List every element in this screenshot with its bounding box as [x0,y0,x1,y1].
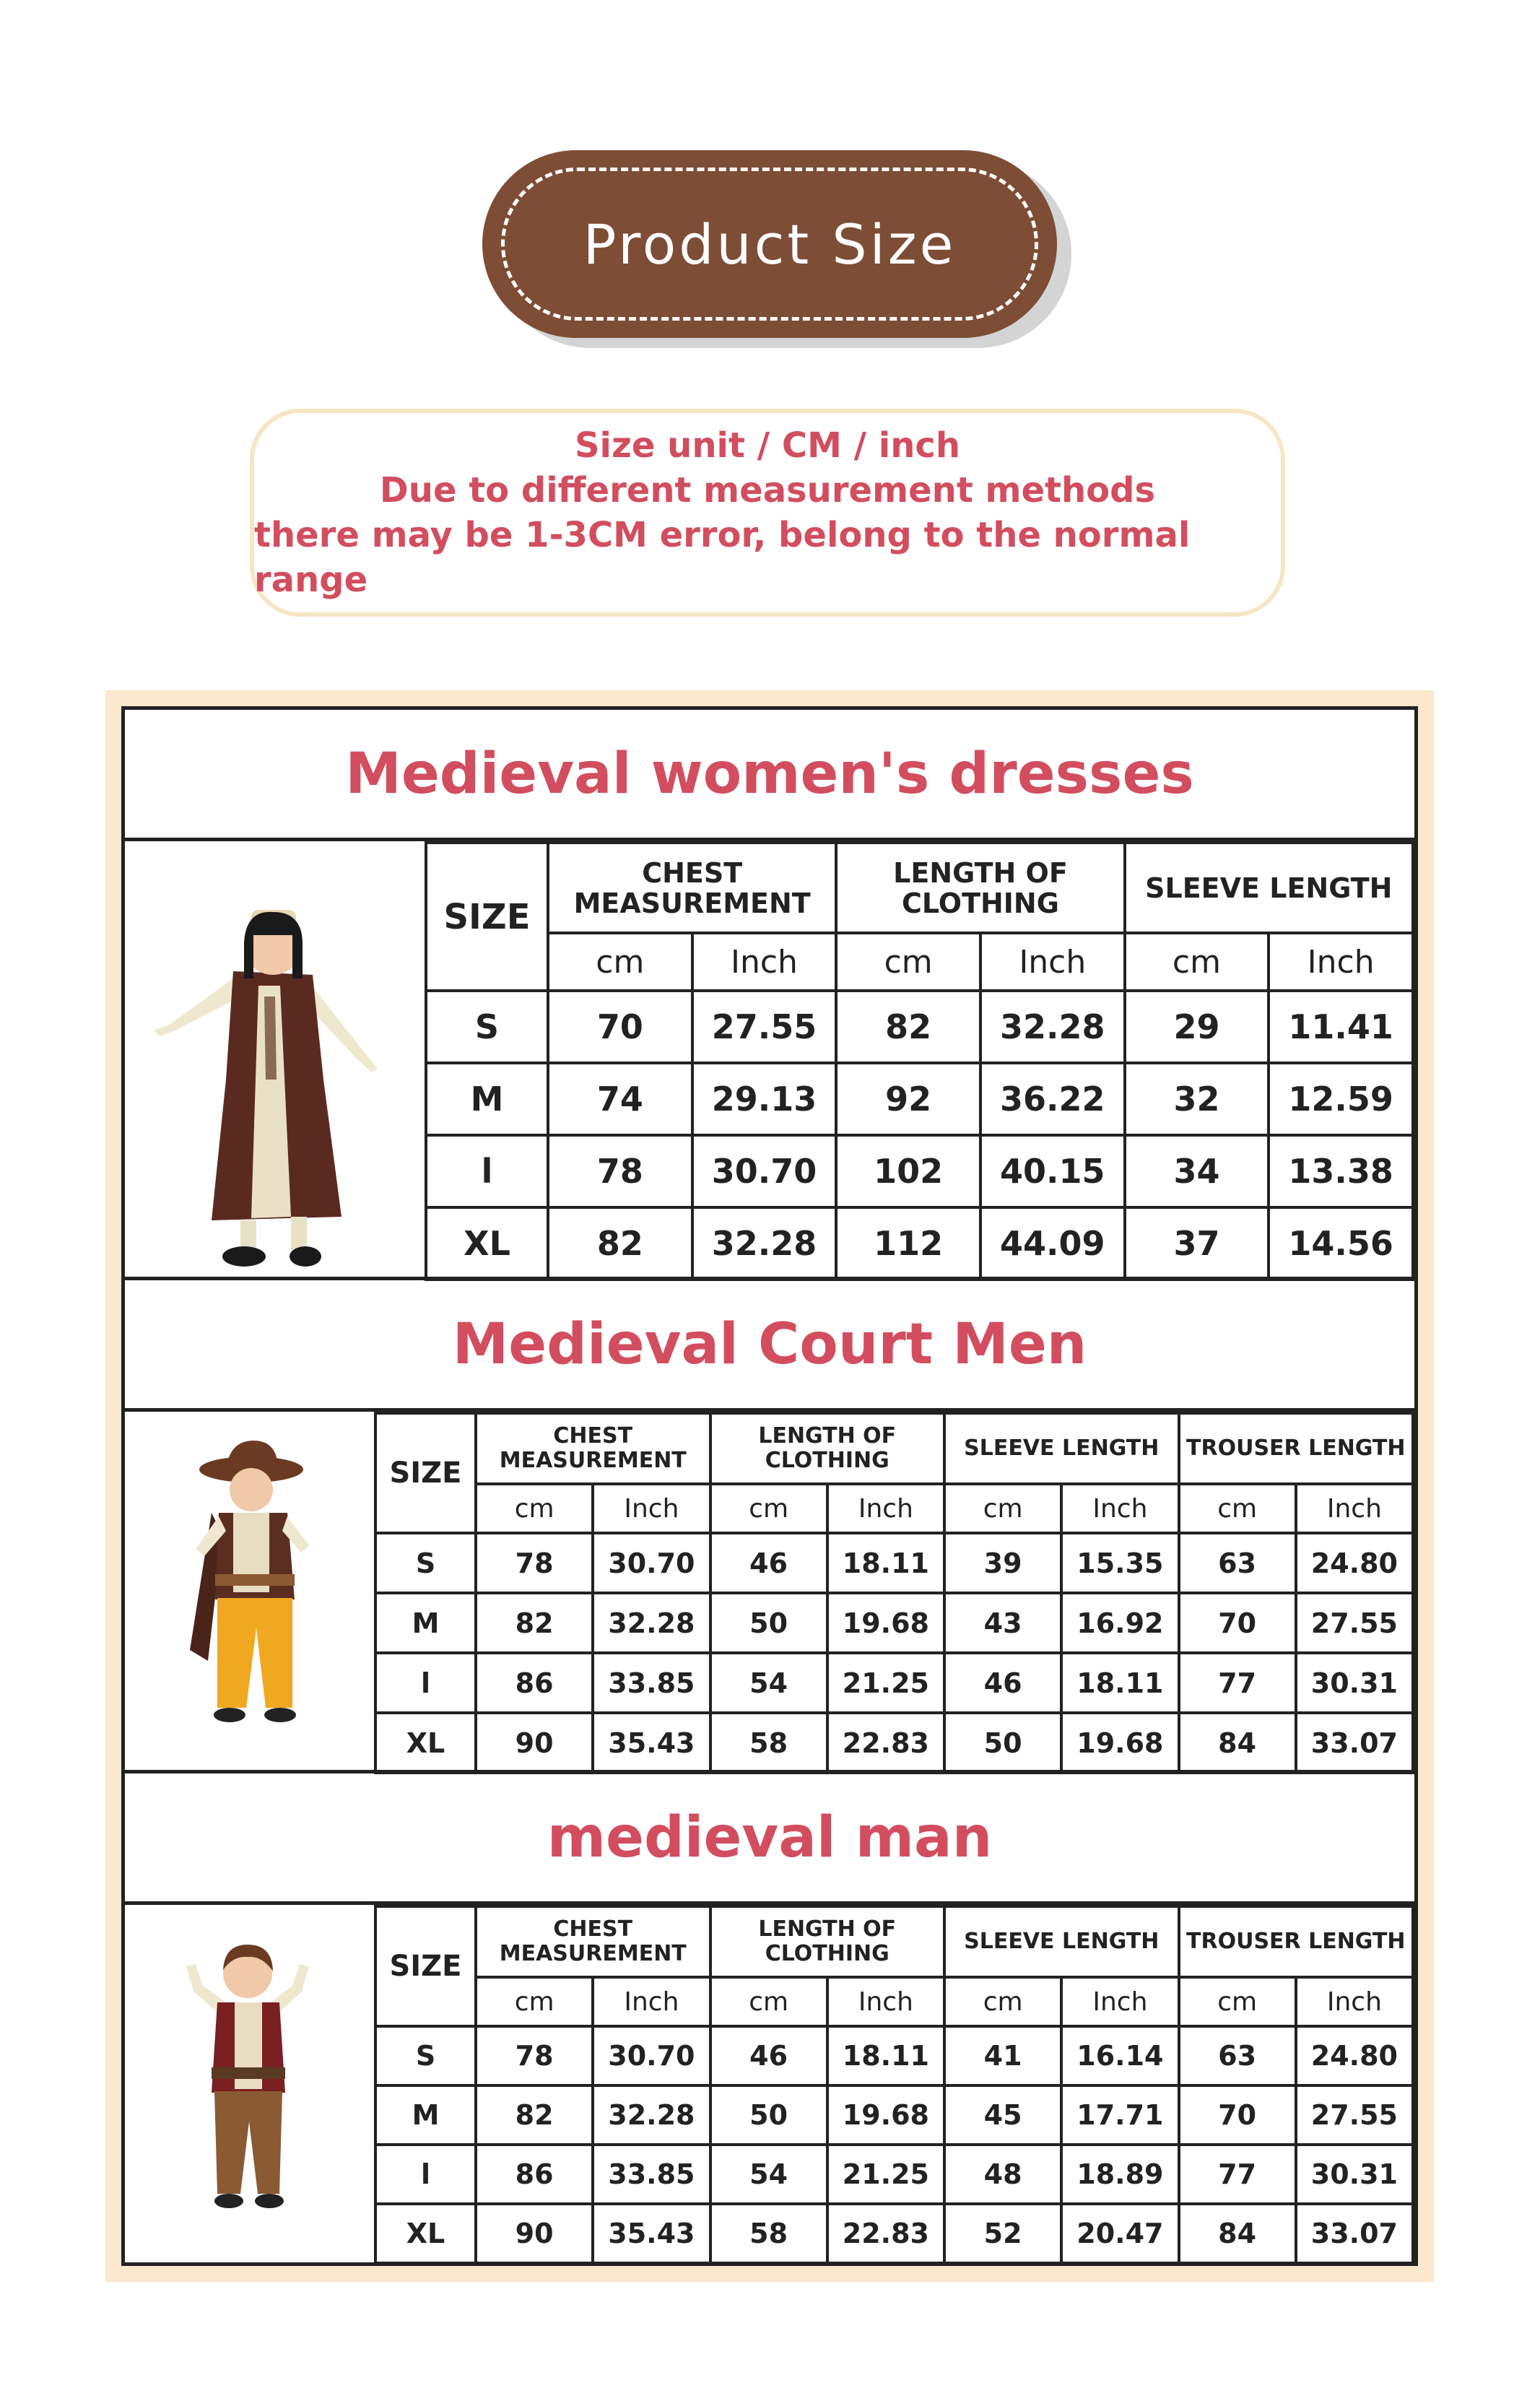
value-cell: 36.22 [980,1063,1125,1135]
table-row [426,1135,1413,1207]
value-cell: 70 [1179,2085,1296,2145]
value-cell: 18.11 [1061,1653,1178,1713]
value-cell: 21.25 [827,2145,944,2204]
size-cell: M [375,2085,476,2145]
value-cell: 30.70 [593,1533,710,1593]
value-cell: 19.68 [827,1593,944,1653]
value-cell: 19.68 [1061,1713,1178,1773]
value-cell: 45 [944,2085,1061,2145]
table-row [375,2085,1413,2145]
note-line-unit: Size unit / CM / inch [574,425,961,466]
unit-inch: Inch [692,933,837,991]
value-cell: 32.28 [593,2085,710,2145]
unit-inch: Inch [1061,1484,1178,1533]
value-cell: 41 [944,2026,1061,2085]
value-cell: 24.80 [1296,2026,1413,2085]
value-cell: 70 [548,991,692,1063]
note-line-error: there may be 1-3CM error, belong to the normal range [254,515,1191,600]
medieval-man-figure [125,1905,374,2262]
unit-cm: cm [944,1977,1061,2026]
table-row [375,2204,1413,2263]
medieval-man-illustration [125,1905,374,2262]
table-row [375,2026,1413,2085]
value-cell: 27.55 [1296,2085,1413,2145]
unit-cm: cm [710,1977,827,2026]
value-cell: 50 [710,1593,827,1653]
value-cell: 19.68 [827,2085,944,2145]
value-cell: 92 [836,1063,980,1135]
value-cell: 86 [476,1653,593,1713]
value-cell: 84 [1179,2204,1296,2263]
table-row [375,1713,1413,1773]
table-row [375,1593,1413,1653]
unit-cm: cm [710,1484,827,1533]
unit-inch: Inch [980,933,1125,991]
value-cell: 46 [710,2026,827,2085]
value-cell: 70 [1179,1593,1296,1653]
unit-inch: Inch [593,1484,710,1533]
value-cell: 84 [1179,1713,1296,1773]
chest-measurement-header: CHEST MEASUREMENT [476,1413,710,1484]
value-cell: 43 [944,1593,1061,1653]
value-cell: 16.92 [1061,1593,1178,1653]
value-cell: 18.11 [827,2026,944,2085]
court-men-table [374,1412,1414,1774]
value-cell: 77 [1179,2145,1296,2204]
value-cell: 27.55 [1296,1593,1413,1653]
value-cell: 78 [548,1135,692,1207]
court-men-figure [125,1412,374,1771]
value-cell: 22.83 [827,2204,944,2263]
sleeve-length-header: SLEEVE LENGTH [1125,843,1413,933]
sleeve-length-header: SLEEVE LENGTH [944,1413,1179,1484]
table-row [375,1653,1413,1713]
value-cell: 32.28 [980,991,1125,1063]
size-cell: XL [375,1713,476,1773]
value-cell: 63 [1179,2026,1296,2085]
chest-measurement-header: CHEST MEASUREMENT [548,843,836,933]
value-cell: 30.31 [1296,1653,1413,1713]
size-cell: S [426,991,548,1063]
unit-inch: Inch [1269,933,1413,991]
value-cell: 58 [710,1713,827,1773]
value-cell: 14.56 [1269,1207,1413,1280]
size-cell: S [375,1533,476,1593]
section-title-womens-dresses: Medieval women's dresses [125,710,1414,841]
size-cell: M [375,1593,476,1653]
size-header: SIZE [375,1413,476,1533]
value-cell: 29 [1125,991,1269,1063]
value-cell: 32.28 [692,1207,837,1280]
product-size-badge [482,150,1057,338]
section-title-medieval-man: medieval man [125,1773,1414,1905]
value-cell: 18.11 [827,1533,944,1593]
value-cell: 30.70 [692,1135,837,1207]
value-cell: 90 [476,2204,593,2263]
badge-label: Product Size [583,212,957,277]
value-cell: 77 [1179,1653,1296,1713]
note-line-methods: Due to different measurement methods [379,470,1156,511]
sleeve-length-header: SLEEVE LENGTH [944,1906,1179,1977]
womens-dresses-table [425,841,1414,1281]
trouser-length-header: TROUSER LENGTH [1179,1906,1414,1977]
value-cell: 16.14 [1061,2026,1178,2085]
size-cell: S [375,2026,476,2085]
value-cell: 30.31 [1296,2145,1413,2204]
unit-inch: Inch [1296,1484,1413,1533]
size-cell: l [375,2145,476,2204]
value-cell: 102 [836,1135,980,1207]
value-cell: 44.09 [980,1207,1125,1280]
unit-cm: cm [944,1484,1061,1533]
value-cell: 18.89 [1061,2145,1178,2204]
unit-cm: cm [836,933,980,991]
size-header: SIZE [375,1906,476,2026]
value-cell: 78 [476,1533,593,1593]
unit-inch: Inch [1061,1977,1178,2026]
value-cell: 48 [944,2145,1061,2204]
trouser-length-header: TROUSER LENGTH [1179,1413,1414,1484]
unit-inch: Inch [827,1977,944,2026]
value-cell: 30.70 [593,2026,710,2085]
value-cell: 58 [710,2204,827,2263]
length-of-clothing-header: LENGTH OF CLOTHING [710,1906,945,1977]
value-cell: 52 [944,2204,1061,2263]
unit-cm: cm [476,1977,593,2026]
value-cell: 54 [710,1653,827,1713]
girl-dress-illustration [125,841,425,1278]
unit-cm: cm [1125,933,1269,991]
value-cell: 90 [476,1713,593,1773]
value-cell: 82 [476,1593,593,1653]
value-cell: 37 [1125,1207,1269,1280]
table-row [375,1533,1413,1593]
value-cell: 17.71 [1061,2085,1178,2145]
value-cell: 46 [710,1533,827,1593]
value-cell: 33.85 [593,1653,710,1713]
value-cell: 112 [836,1207,980,1280]
value-cell: 33.85 [593,2145,710,2204]
value-cell: 20.47 [1061,2204,1178,2263]
table-row [426,1063,1413,1135]
unit-inch: Inch [593,1977,710,2026]
table-row [426,1207,1413,1280]
unit-cm: cm [548,933,692,991]
size-cell: l [426,1135,548,1207]
value-cell: 54 [710,2145,827,2204]
value-cell: 21.25 [827,1653,944,1713]
section-title-court-men: Medieval Court Men [125,1280,1414,1412]
value-cell: 32 [1125,1063,1269,1135]
size-chart [121,706,1418,2266]
value-cell: 29.13 [692,1063,837,1135]
size-cell: l [375,1653,476,1713]
unit-cm: cm [1179,1484,1296,1533]
value-cell: 32.28 [593,1593,710,1653]
value-cell: 82 [836,991,980,1063]
value-cell: 11.41 [1269,991,1413,1063]
value-cell: 50 [944,1713,1061,1773]
table-row [375,2145,1413,2204]
value-cell: 33.07 [1296,1713,1413,1773]
value-cell: 74 [548,1063,692,1135]
table-row [426,991,1413,1063]
value-cell: 82 [476,2085,593,2145]
value-cell: 27.55 [692,991,837,1063]
value-cell: 15.35 [1061,1533,1178,1593]
value-cell: 12.59 [1269,1063,1413,1135]
value-cell: 35.43 [593,2204,710,2263]
size-cell: XL [426,1207,548,1280]
measurement-note [250,409,1285,617]
size-chart-frame [105,690,1434,2282]
unit-cm: cm [1179,1977,1296,2026]
value-cell: 40.15 [980,1135,1125,1207]
value-cell: 78 [476,2026,593,2085]
value-cell: 33.07 [1296,2204,1413,2263]
length-of-clothing-header: LENGTH OF CLOTHING [836,843,1124,933]
size-cell: XL [375,2204,476,2263]
value-cell: 39 [944,1533,1061,1593]
value-cell: 24.80 [1296,1533,1413,1593]
medieval-man-table [374,1905,1414,2265]
girl-dress-figure [125,841,425,1278]
unit-cm: cm [476,1484,593,1533]
value-cell: 13.38 [1269,1135,1413,1207]
chest-measurement-header: CHEST MEASUREMENT [476,1906,710,1977]
court-man-illustration [125,1412,374,1771]
length-of-clothing-header: LENGTH OF CLOTHING [710,1413,945,1484]
size-header: SIZE [426,843,548,991]
unit-inch: Inch [827,1484,944,1533]
value-cell: 46 [944,1653,1061,1713]
unit-inch: Inch [1296,1977,1413,2026]
value-cell: 50 [710,2085,827,2145]
value-cell: 35.43 [593,1713,710,1773]
value-cell: 82 [548,1207,692,1280]
value-cell: 22.83 [827,1713,944,1773]
size-cell: M [426,1063,548,1135]
value-cell: 34 [1125,1135,1269,1207]
value-cell: 63 [1179,1533,1296,1593]
value-cell: 86 [476,2145,593,2204]
